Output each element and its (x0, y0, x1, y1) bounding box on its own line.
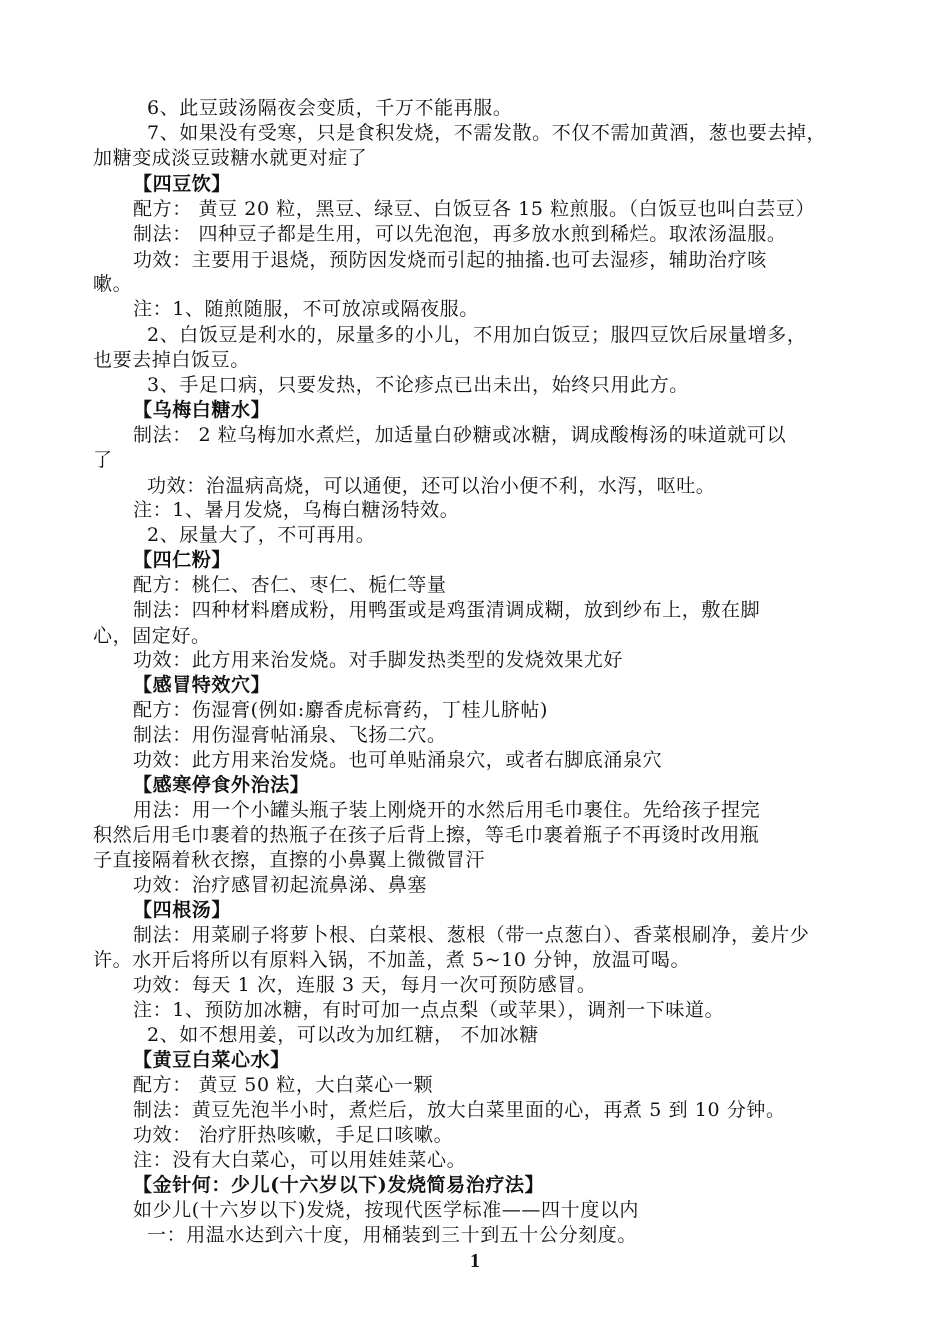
text-line: 功效：此方用来治发烧。也可单贴涌泉穴，或者右脚底涌泉穴 (133, 749, 663, 771)
text-line: 许。水开后将所以有原料入锅，不加盖，煮 5~10 分钟，放温可喝。 (93, 949, 691, 971)
text-line: 配方：桃仁、杏仁、枣仁、栀仁等量 (133, 574, 447, 596)
text-line: 配方： 黄豆 50 粒，大白菜心一颗 (133, 1074, 434, 1096)
section-heading: 【黄豆白菜心水】 (133, 1049, 290, 1071)
text-line: 3、手足口病，只要发热，不论疹点已出未出，始终只用此方。 (147, 374, 689, 396)
section-heading: 【四仁粉】 (133, 549, 232, 571)
text-line: 制法： 四种豆子都是生用，可以先泡泡，再多放水煎到稀烂。取浓汤温服。 (133, 223, 787, 245)
text-line: 加糖变成淡豆豉糖水就更对症了 (93, 147, 368, 169)
text-line: 6、此豆豉汤隔夜会变质，千万不能再服。 (147, 97, 513, 119)
text-line: 制法：用菜刷子将萝卜根、白菜根、葱根（带一点葱白）、香菜根刷净，姜片少 (133, 924, 810, 946)
text-line: 如少儿(十六岁以下)发烧，按现代医学标准——四十度以内 (133, 1199, 640, 1221)
text-line: 了 (93, 449, 113, 471)
text-line: 2、如不想用姜，可以改为加红糖， 不加冰糖 (147, 1024, 539, 1046)
text-line: 2、白饭豆是利水的，尿量多的小儿，不用加白饭豆；服四豆饮后尿量增多， (147, 324, 807, 346)
section-heading: 【四豆饮】 (133, 173, 232, 195)
text-line: 制法：四种材料磨成粉，用鸭蛋或是鸡蛋清调成糊，放到纱布上，敷在脚 (133, 599, 761, 621)
text-line: 制法：黄豆先泡半小时，煮烂后，放大白菜里面的心，再煮 5 到 10 分钟。 (133, 1099, 786, 1121)
text-line: 心，固定好。 (93, 625, 211, 647)
text-line: 也要去掉白饭豆。 (93, 349, 250, 371)
text-line: 功效：治温病高烧，可以通便，还可以治小便不利，水泻，呕吐。 (147, 475, 716, 497)
text-line: 功效：治疗感冒初起流鼻涕、鼻塞 (133, 874, 428, 896)
section-heading: 【四根汤】 (133, 899, 232, 921)
page-number: 1 (470, 1250, 480, 1272)
section-heading: 【感冒特效穴】 (133, 674, 271, 696)
text-line: 注：1、预防加冰糖，有时可加一点点梨（或苹果），调剂一下味道。 (133, 999, 725, 1021)
text-line: 配方：伤湿膏(例如:麝香虎标膏药，丁桂儿脐帖) (133, 699, 549, 721)
text-line: 嗽。 (93, 273, 133, 295)
text-line: 注：1、暑月发烧，乌梅白糖汤特效。 (133, 499, 460, 521)
text-line: 积然后用毛巾裹着的热瓶子在孩子后背上擦，等毛巾裹着瓶子不再烫时改用瓶 (93, 824, 760, 846)
text-line: 功效：此方用来治发烧。对手脚发热类型的发烧效果尤好 (133, 649, 624, 671)
text-line: 2、尿量大了，不可再用。 (147, 524, 376, 546)
text-line: 制法：用伤湿膏帖涌泉、飞扬二穴。 (133, 724, 447, 746)
section-heading: 【金针何：少儿(十六岁以下)发烧简易治疗法】 (133, 1174, 545, 1196)
text-line: 配方： 黄豆 20 粒，黑豆、绿豆、白饭豆各 15 粒煎服。（白饭豆也叫白芸豆） (133, 198, 816, 220)
text-line: 用法：用一个小罐头瓶子装上刚烧开的水然后用毛巾裹住。先给孩子捏完 (133, 799, 761, 821)
section-heading: 【感寒停食外治法】 (133, 774, 310, 796)
text-line: 子直接隔着秋衣擦，直擦的小鼻翼上微微冒汗 (93, 849, 486, 871)
section-heading: 【乌梅白糖水】 (133, 399, 271, 421)
text-line: 功效：主要用于退烧，预防因发烧而引起的抽搐.也可去湿疹，辅助治疗咳 (133, 249, 767, 271)
text-line: 制法： 2 粒乌梅加水煮烂，加适量白砂糖或冰糖，调成酸梅汤的味道就可以 (133, 424, 787, 446)
text-line: 注：1、随煎随服，不可放凉或隔夜服。 (133, 298, 479, 320)
text-line: 注：没有大白菜心，可以用娃娃菜心。 (133, 1149, 467, 1171)
text-line: 功效： 治疗肝热咳嗽，手足口咳嗽。 (133, 1124, 454, 1146)
text-line: 7、如果没有受寒，只是食积发烧，不需发散。不仅不需加黄酒，葱也要去掉， (147, 122, 827, 144)
text-line: 功效：每天 1 次，连服 3 天，每月一次可预防感冒。 (133, 974, 597, 996)
text-line: 一：用温水达到六十度，用桶装到三十到五十公分刻度。 (147, 1224, 638, 1246)
